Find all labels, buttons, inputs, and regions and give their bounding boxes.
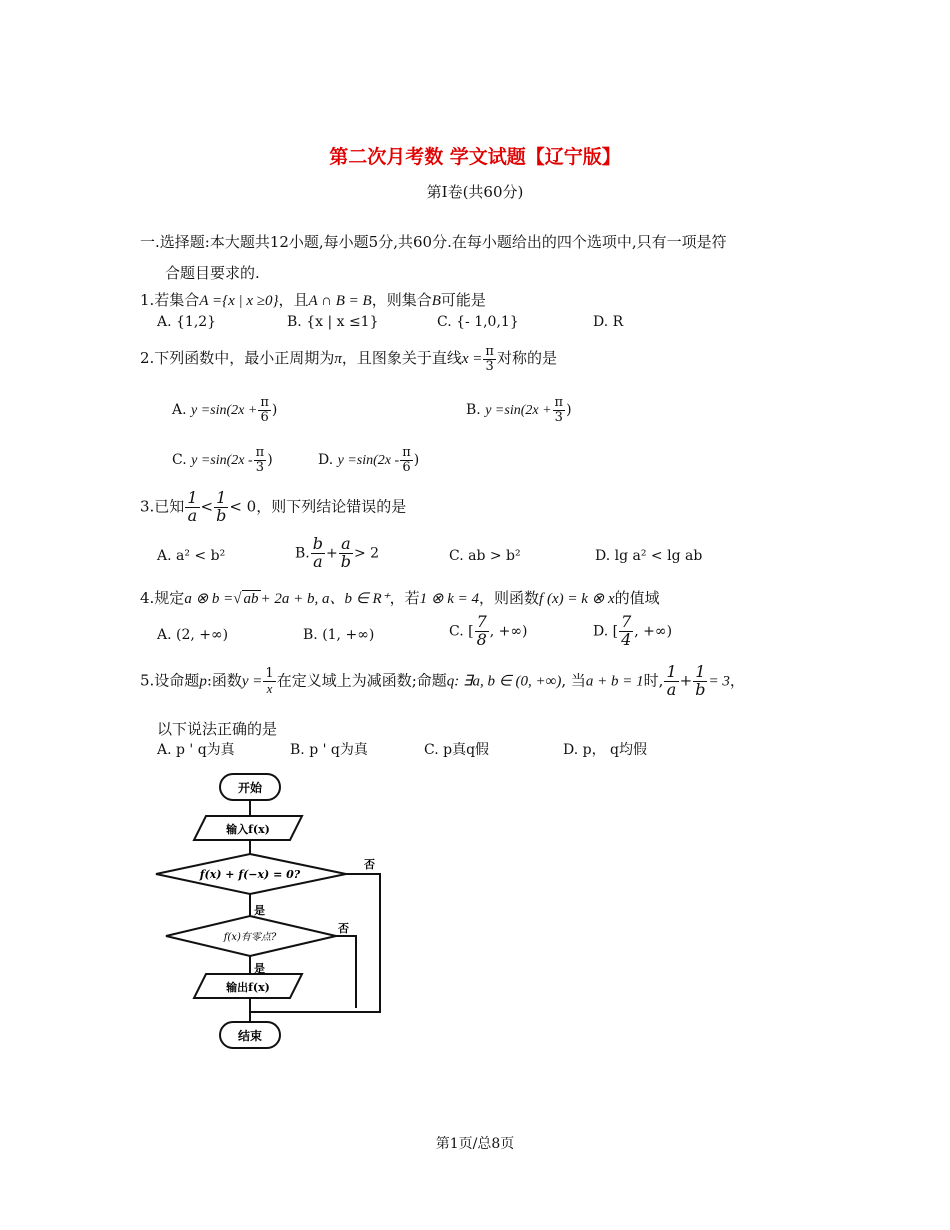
q2-stem-c: 对称的是: [496, 349, 557, 368]
q3-option-b: B. $\frac{b}{a}$ + $\frac{a}{b}$ > 2: [295, 534, 380, 571]
q5-option-c: C. p真q假: [424, 742, 490, 758]
q2-option-d: D. y =sin(2x - $\frac{\pi}{6}$ ): [318, 445, 420, 475]
q2-option-a: A. y =sin(2x + $\frac{\pi}{6}$ ): [172, 395, 278, 425]
q1-stem-a: 1.若集合: [140, 291, 200, 309]
flowchart-yes-label-1: 是: [254, 904, 265, 917]
question-2-stem: [140, 345, 557, 373]
q1-option-d: D. R: [593, 314, 624, 330]
q1-stem-c: ，则集合: [371, 291, 432, 309]
flowchart-end-label: 结束: [237, 1029, 263, 1043]
q3-option-d: D. lg a² < lg ab: [595, 548, 703, 564]
flowchart-input-label: 输入f(x): [226, 823, 270, 836]
q1-condition: A ∩ B = B: [308, 293, 372, 309]
flowchart-output-label: 输出f(x): [226, 981, 270, 994]
flowchart: [150, 768, 400, 1058]
q1-stem-d: 可能是: [440, 291, 486, 309]
q3-option-c: C. ab > b²: [449, 548, 521, 564]
flowchart-yes-label-2: 是: [254, 962, 265, 975]
q2-x-eq: x =: [461, 351, 483, 368]
q2-fraction: $\frac{\pi}{3}$: [485, 344, 494, 374]
q1-var-b: B: [431, 293, 441, 309]
q4-sqrt: ab: [243, 591, 259, 607]
q3-fraction-2: $\frac{1}{b}$: [216, 488, 227, 525]
q5-line2: 以下说法正确的是: [157, 720, 278, 738]
page-title: 第二次月考数 学文试题【辽宁版】: [329, 146, 621, 168]
section-instructions-line1: 一.选择题:本大题共12小题,每小题5分,共60分.在每小题给出的四个选项中,只有一项是符: [140, 233, 727, 251]
flowchart-start-label: 开始: [237, 781, 263, 795]
q3-option-a: A. a² < b²: [157, 548, 226, 564]
section-instructions-line2: 合题目要求的.: [165, 264, 260, 282]
q4-option-c: C. [ $\frac{7}{8}$ , +∞): [449, 612, 528, 649]
flowchart-decision-2-label: f(x)有零点?: [223, 932, 277, 943]
q5-option-d: D. p， q均假: [563, 742, 647, 758]
q5-option-b: B. p ' q为真: [290, 742, 368, 758]
q5-option-a: A. p ' q为真: [157, 742, 235, 758]
question-5-stem: 5.设命题p:函数y = $\frac{1}{x}$ 在定义域上为减函数;命题q: ∃a, b ∈ (0, +∞), 当a + b = 1时, $\frac{1}{a}$ + $\frac{1}{b}$ = 3，: [140, 662, 745, 699]
flowchart-no-label-1: 否: [364, 858, 375, 871]
flowchart-decision-1-label: f(x) + f(−x) = 0?: [199, 868, 301, 881]
question-3-stem: 3.已知 $\frac{1}{a}$ < $\frac{1}{b}$ < 0，则下列结论错误的是: [140, 488, 407, 525]
q2-pi: π: [334, 351, 342, 368]
q4-option-b: B. (1, +∞): [303, 627, 375, 643]
flowchart-no-label-2: 否: [338, 922, 349, 935]
q2-stem-a: 2.下列函数中，最小正周期为: [140, 349, 335, 368]
q1-set-a: A ={x | x ≥0}: [199, 293, 279, 309]
q2-option-c: C. y =sin(2x - $\frac{\pi}{3}$ ): [172, 445, 273, 475]
question-1-stem: [140, 289, 486, 310]
q3-fraction-1: $\frac{1}{a}$: [187, 488, 198, 525]
paper-subtitle: 第Ⅰ卷(共60分): [426, 183, 524, 201]
q1-option-c: C. {- 1,0,1}: [437, 314, 519, 330]
question-4-stem: 4.规定a ⊗ b =√ ab + 2a + b, a、b ∈ R⁺，若1 ⊗ k = 4，则函数f (x) = k ⊗ x的值域: [140, 589, 660, 607]
page-footer: 第1页/总8页: [435, 1136, 515, 1152]
q4-option-a: A. (2, +∞): [157, 627, 229, 643]
q1-stem-b: ，且: [278, 291, 309, 309]
q2-option-b: B. y =sin(2x + $\frac{\pi}{3}$ ): [466, 395, 572, 425]
q1-option-b: B. {x | x ≤1}: [287, 314, 379, 330]
q2-stem-b: ，且图象关于直线: [341, 349, 462, 368]
q4-option-d: D. [ $\frac{7}{4}$ , +∞): [593, 612, 673, 649]
q1-option-a: A. {1,2}: [157, 314, 217, 330]
